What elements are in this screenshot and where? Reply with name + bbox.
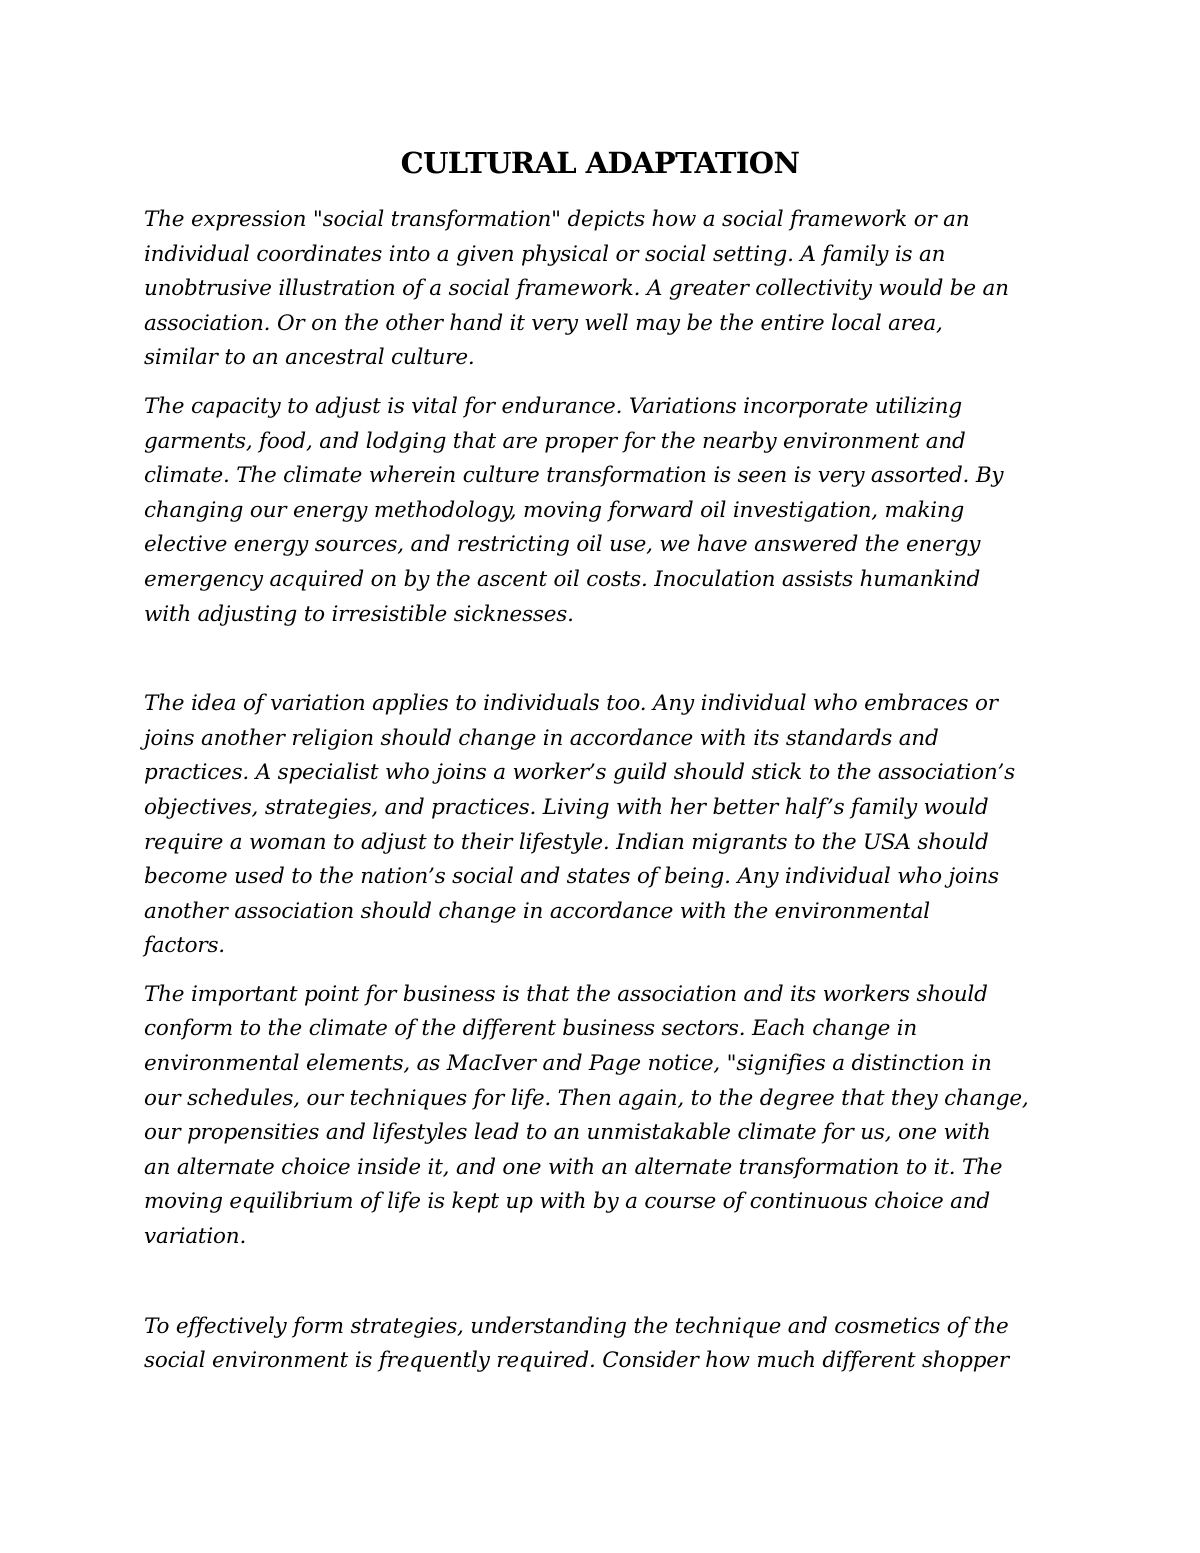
paragraph-2 <box>144 390 1074 632</box>
paragraph-spacing <box>144 376 1074 390</box>
text-line: unobtrusive illustration of a social framework. A greater collectivity would be an <box>144 276 1009 302</box>
text-line: our schedules, our techniques for life. Then again, to the degree that they change, <box>144 1085 1029 1111</box>
text-line: The capacity to adjust is vital for endurance. Variations incorporate utilizing <box>144 393 962 419</box>
paragraph-4 <box>144 978 1074 1255</box>
text-line: objectives, strategies, and practices. Living with her better half’s family would <box>144 794 989 820</box>
text-line: emergency acquired on by the ascent oil costs. Inoculation assists humankind <box>144 566 981 592</box>
text-line: climate. The climate wherein culture transformation is seen is very assorted. By <box>144 463 1004 489</box>
page-title: CULTURAL ADAPTATION <box>400 146 800 180</box>
text-line: To effectively form strategies, understanding the technique and cosmetics of the <box>144 1313 1009 1339</box>
text-line: garments, food, and lodging that are proper for the nearby environment and <box>144 428 966 454</box>
paragraph-spacing <box>144 964 1074 978</box>
text-line: joins another religion should change in accordance with its standards and <box>144 725 939 751</box>
text-line: social environment is frequently required. Consider how much different shopper <box>144 1348 1009 1374</box>
paragraph-1 <box>144 203 1074 376</box>
text-line: changing our energy methodology, moving forward oil investigation, making <box>144 497 965 523</box>
text-line: factors. <box>144 933 225 959</box>
paragraph-spacing <box>144 1255 1074 1310</box>
text-line: similar to an ancestral culture. <box>144 345 475 371</box>
text-line: The idea of variation applies to individuals too. Any individual who embraces or <box>144 691 998 717</box>
text-line: conform to the climate of the different business sectors. Each change in <box>144 1016 918 1042</box>
document-body <box>144 203 1074 1379</box>
text-line: an alternate choice inside it, and one with an alternate transformation to it. The <box>144 1154 1003 1180</box>
text-line: individual coordinates into a given physical or social setting. A family is an <box>144 241 946 267</box>
paragraph-5 <box>144 1310 1074 1379</box>
text-line: The important point for business is that the association and its workers should <box>144 981 988 1007</box>
text-line: elective energy sources, and restricting oil use, we have answered the energy <box>144 532 981 558</box>
text-line: variation. <box>144 1224 247 1250</box>
text-line: become used to the nation’s social and states of being. Any individual who joins <box>144 864 999 890</box>
text-line: another association should change in accordance with the environmental <box>144 898 930 924</box>
text-line: association. Or on the other hand it very well may be the entire local area, <box>144 310 943 336</box>
text-line: practices. A specialist who joins a worker’s guild should stick to the association’s <box>144 760 1015 786</box>
text-line: our propensities and lifestyles lead to an unmistakable climate for us, one with <box>144 1120 991 1146</box>
paragraph-3 <box>144 687 1074 964</box>
text-line: require a woman to adjust to their lifestyle. Indian migrants to the USA should <box>144 829 989 855</box>
text-line: with adjusting to irresistible sicknesses. <box>144 601 574 627</box>
text-line: moving equilibrium of life is kept up with by a course of continuous choice and <box>144 1189 990 1215</box>
text-line: The expression "social transformation" depicts how a social framework or an <box>144 207 970 232</box>
text-line: environmental elements, as MacIver and Page notice, "signifies a distinction in <box>144 1051 992 1077</box>
paragraph-spacing <box>144 632 1074 687</box>
